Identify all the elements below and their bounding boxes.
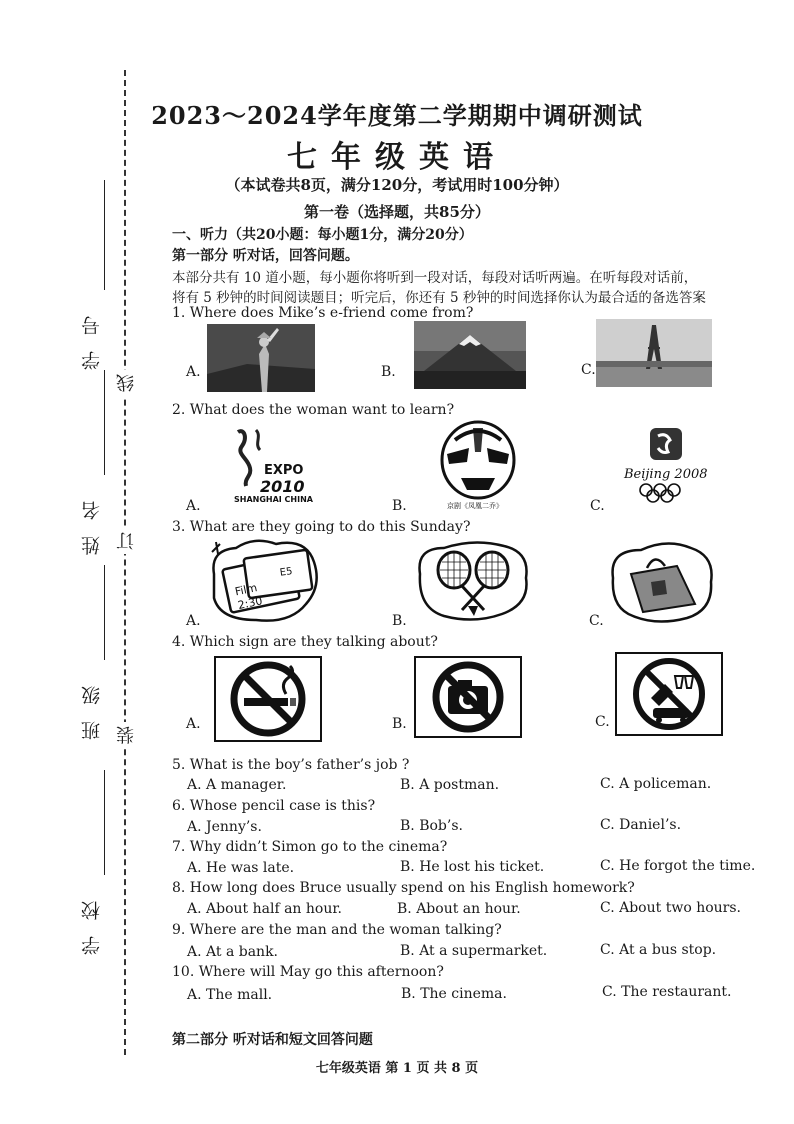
statue-of-liberty-photo: [207, 324, 315, 392]
expo-text: EXPO: [264, 463, 304, 478]
q10-option-b: B. The cinema.: [401, 986, 507, 1002]
q6-option-a: A. Jenny’s.: [187, 819, 262, 835]
student-number-blank: [104, 180, 105, 290]
school-label: 学校: [81, 885, 103, 955]
class-label: 班级: [81, 670, 103, 740]
q7-option-b: B. He lost his ticket.: [400, 859, 545, 875]
q5-option-c: C. A policeman.: [600, 776, 712, 792]
school-blank: [104, 770, 105, 875]
name-blank: [104, 370, 105, 475]
volume-heading: 第一卷（选择题，共85分）: [304, 203, 490, 221]
question-8: 8. How long does Bruce usually spend on his English homework?: [172, 880, 635, 896]
q5-option-b: B. A postman.: [400, 777, 500, 793]
expo-logo: [226, 424, 316, 506]
mask-caption: 京剧《凤凰二乔》: [447, 502, 503, 510]
intro-line-1: 本部分共有 10 道小题，每小题你将听到一段对话，每段对话听两遍。在听每段对话前，: [172, 270, 698, 286]
q1-label-b: B.: [381, 364, 396, 380]
question-5: 5. What is the boy’s father’s job ?: [172, 757, 410, 773]
no-smoking-sign: [214, 656, 322, 742]
q2-label-a: A.: [186, 498, 201, 514]
binding-char-xian: 线: [114, 370, 140, 396]
q5-option-a: A. A manager.: [187, 777, 287, 793]
q9-option-a: A. At a bank.: [187, 944, 279, 960]
q2-label-c: C.: [590, 498, 605, 514]
question-10: 10. Where will May go this afternoon?: [172, 964, 444, 980]
no-photos-sign: [414, 656, 522, 738]
question-1: 1. Where does Mike’s e-friend come from?: [172, 305, 474, 321]
opera-mask: [425, 418, 531, 510]
intro-line-2: 将有 5 秒钟的时间阅读题目；听完后，你还有 5 秒钟的时间选择你认为最合适的备选答案: [172, 290, 706, 306]
film-ticket-icon: [206, 534, 324, 626]
question-3: 3. What are they going to do this Sunday?: [172, 519, 471, 535]
q7-option-a: A. He was late.: [187, 860, 295, 876]
binding-char-zhuang: 装: [114, 722, 140, 748]
exam-subject: 七年级英语: [287, 140, 507, 175]
question-4: 4. Which sign are they talking about?: [172, 634, 438, 650]
no-food-drink-sign: [615, 652, 723, 736]
q2-label-b: B.: [392, 498, 407, 514]
q4-label-b: B.: [392, 716, 407, 732]
q6-option-b: B. Bob’s.: [400, 818, 463, 834]
q7-option-c: C. He forgot the time.: [600, 858, 756, 874]
shopping-bag-icon: [607, 538, 715, 624]
part1-heading: 第一部分 听对话，回答问题。: [172, 248, 359, 264]
ticket-row-text: E5: [279, 566, 294, 579]
eiffel-tower-photo: [596, 319, 712, 387]
exam-title: 2023～2024学年度第二学期期中调研测试: [151, 101, 643, 130]
q8-option-b: B. About an hour.: [397, 901, 521, 917]
q8-option-a: A. About half an hour.: [187, 901, 342, 917]
q4-label-c: C.: [595, 714, 610, 730]
q9-option-c: C. At a bus stop.: [600, 942, 717, 958]
mount-fuji-photo: [414, 321, 526, 389]
ticket-time-text: 2:30: [236, 594, 264, 613]
badminton-icon: [414, 538, 532, 624]
expo-year: 2010: [260, 477, 305, 496]
q9-option-b: B. At a supermarket.: [400, 943, 548, 959]
q1-label-c: C.: [581, 362, 596, 378]
section-heading: 一、听力（共20小题：每小题1分，满分20分）: [172, 227, 473, 243]
expo-subtext: SHANGHAI CHINA: [234, 495, 313, 504]
q3-label-b: B.: [392, 613, 407, 629]
name-label: 姓名: [81, 485, 103, 555]
student-number-label: 学号: [81, 300, 103, 370]
question-9: 9. Where are the man and the woman talking?: [172, 922, 502, 938]
question-6: 6. Whose pencil case is this?: [172, 798, 376, 814]
question-2: 2. What does the woman want to learn?: [172, 402, 455, 418]
ticket-film-text: Film: [233, 581, 259, 599]
q6-option-c: C. Daniel’s.: [600, 817, 682, 833]
q3-label-c: C.: [589, 613, 604, 629]
binding-char-ding: 订: [114, 528, 140, 554]
q4-label-a: A.: [186, 716, 201, 732]
q10-option-a: A. The mall.: [187, 987, 273, 1003]
beijing-olympics-logo: [618, 426, 718, 504]
beijing-text: Beijing 2008: [624, 467, 708, 482]
class-blank: [104, 565, 105, 660]
q1-label-a: A.: [186, 364, 201, 380]
q8-option-c: C. About two hours.: [600, 900, 741, 916]
q10-option-c: C. The restaurant.: [602, 984, 732, 1000]
part2-heading: 第二部分 听对话和短文回答问题: [172, 1032, 373, 1048]
exam-note: （本试卷共8页，满分120分，考试用时100分钟）: [225, 176, 569, 194]
question-7: 7. Why didn’t Simon go to the cinema?: [172, 839, 448, 855]
q3-label-a: A.: [186, 613, 201, 629]
page-footer: 七年级英语 第 1 页 共 8 页: [315, 1061, 479, 1076]
